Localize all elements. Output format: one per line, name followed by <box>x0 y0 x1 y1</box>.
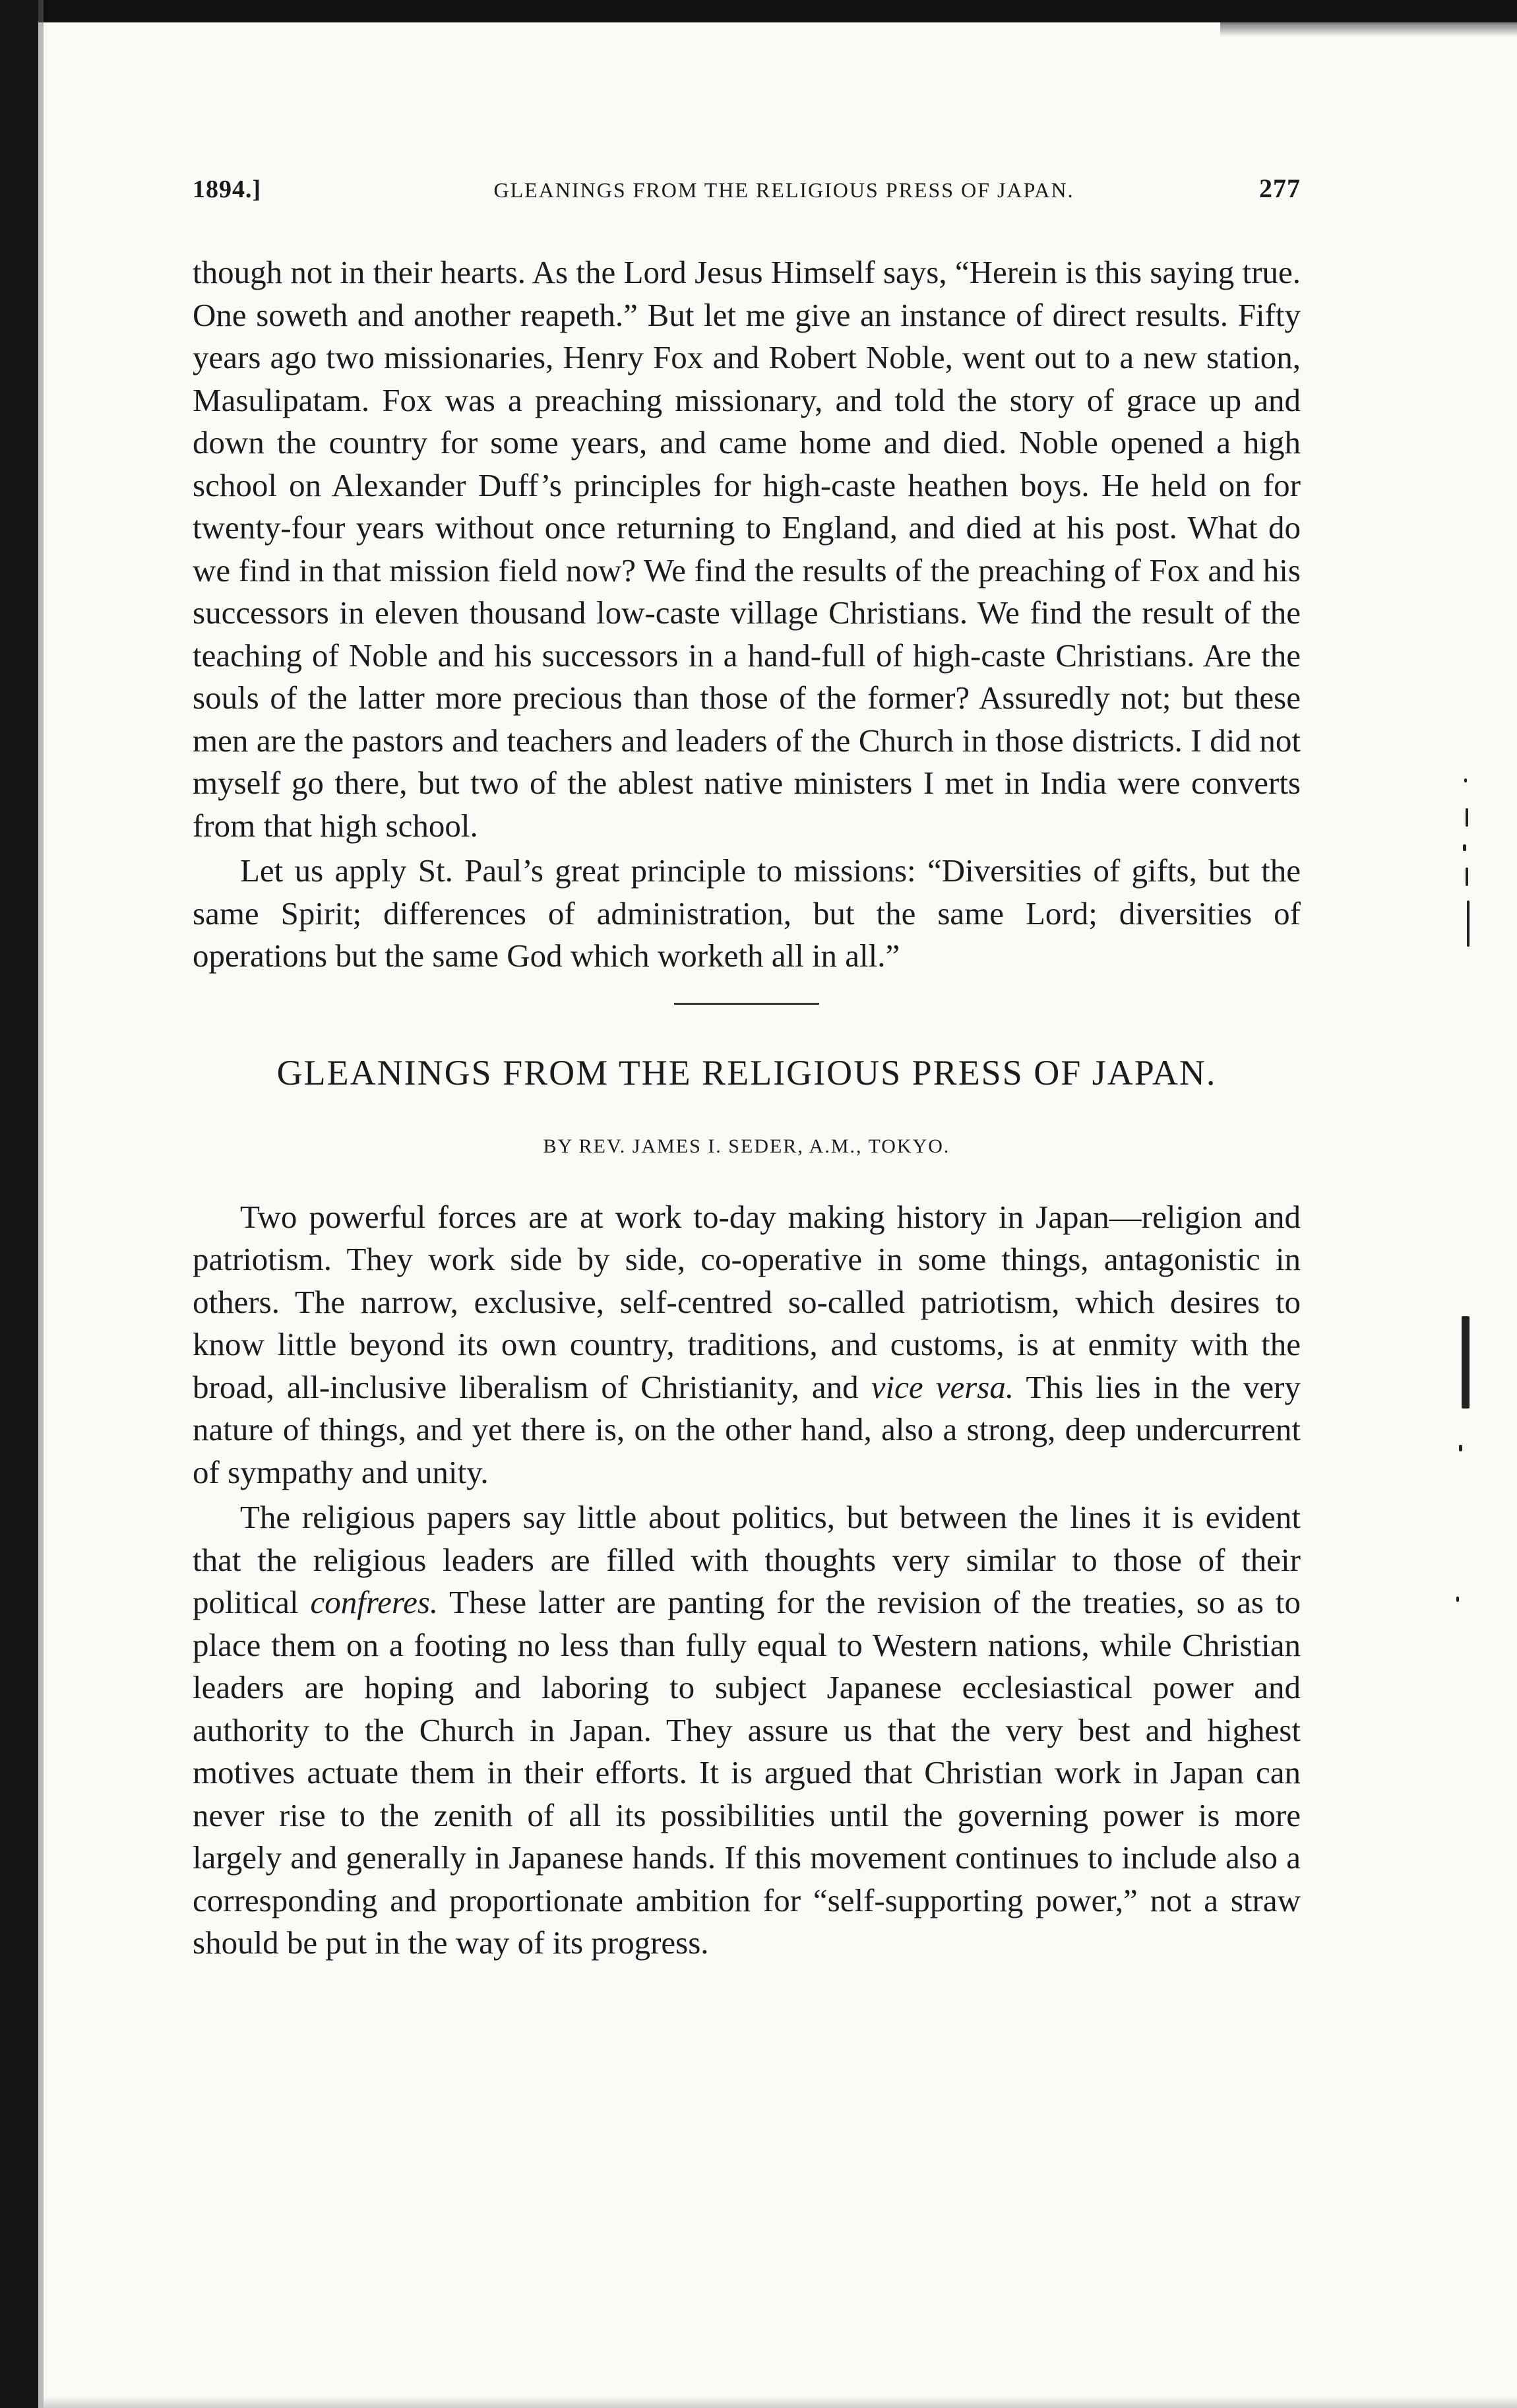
article-paragraph-2-text-a: The religious papers say little about politics, but between the lines it is evident that the religious leaders are filled with thoughts very similar to those of their political <box>193 1499 1301 1620</box>
scan-top-border <box>0 0 1517 22</box>
body-paragraph-2: Let us apply St. Paul’s great principle to missions: “Diversities of gifts, but the same Spirit; differences of administration, but the same Lord; diversities of operations but the same God which worketh all in all.” <box>193 852 1301 974</box>
article-paragraph-1-text-b: This lies in the very nature of things, and yet there is, on the other hand, also a strong, deep undercurrent of sympathy and unity. <box>193 1368 1301 1490</box>
running-head-year: 1894.] <box>193 175 262 203</box>
scan-left-border <box>0 0 38 2408</box>
scan-left-gutter <box>38 0 44 2408</box>
page-content <box>193 173 1301 1965</box>
article-paragraph-1 <box>193 1196 1301 1494</box>
margin-marks <box>1438 778 1517 1636</box>
article-paragraph-1-italic: vice versa. <box>871 1368 1014 1405</box>
running-head-title: GLEANINGS FROM THE RELIGIOUS PRESS OF JAPAN. <box>493 178 1074 202</box>
running-head <box>193 173 1301 204</box>
article-paragraph-1-text-a: Two powerful forces are at work to-day making history in Japan—religion and patriotism. They work side by side, co-operative in some things, antagonistic in others. The narrow, exclusive, self-centred so-called patriotism, which desires to know little beyond its own country, traditions, and customs, is at enmity with the broad, all-inclusive liberalism of Christianity, and <box>193 1198 1301 1405</box>
section-divider <box>674 1003 819 1005</box>
article-paragraph-2-text-b: These latter are panting for the revision of the treaties, so as to place them on a footing no less than fully equal to Western nations, while Christian leaders are hoping and laboring to subject Japanese ecclesiastical power and authority to the Church in Japan. They assure us that the very best and highest motives actuate them in their efforts. It is argued that Christian work in Japan can never rise to the zenith of all its possibilities until the governing power is more largely and generally in Japanese hands. If this movement continues to include also a corresponding and proportionate ambition for “self-supporting power,” not a straw should be put in the way of its progress. <box>193 1584 1301 1961</box>
article-paragraph-2-italic: confreres. <box>310 1584 439 1620</box>
article-paragraph-2 <box>193 1496 1301 1965</box>
scan-bottom-shadow <box>44 2396 1517 2408</box>
page-number: 277 <box>1259 174 1301 203</box>
body-paragraph-1: though not in their hearts. As the Lord Jesus Himself says, “Herein is this saying true. One soweth and another reapeth.” But let me give an instance of direct results. Fifty years ago two missionaries, Henry Fox and Robert Noble, went out to a new station, Masulipatam. Fox was a preaching missionary, and told the story of grace up and down the country for some years, and came home and died. Noble opened a high school on Alexander Duff’s principles for high-caste heathen boys. He held on for twenty-four years without once returning to England, and died at his post. What do we find in that mission field now? We find the results of the preaching of Fox and his successors in eleven thousand low-caste village Christians. We find the result of the teaching of Noble and his successors in a hand-full of high-caste Christians. Are the souls of the latter more precious than those of the former? Assuredly not; but these men are the pastors and teachers and leaders of the Church in those districts. I did not myself go there, but two of the ablest native ministers I met in India were converts from that high school. <box>193 254 1301 844</box>
article-byline: BY REV. JAMES I. SEDER, A.M., TOKYO. <box>543 1135 950 1157</box>
scan-top-shadow <box>1220 22 1517 37</box>
article-title: GLEANINGS FROM THE RELIGIOUS PRESS OF JAPAN. <box>276 1052 1217 1093</box>
